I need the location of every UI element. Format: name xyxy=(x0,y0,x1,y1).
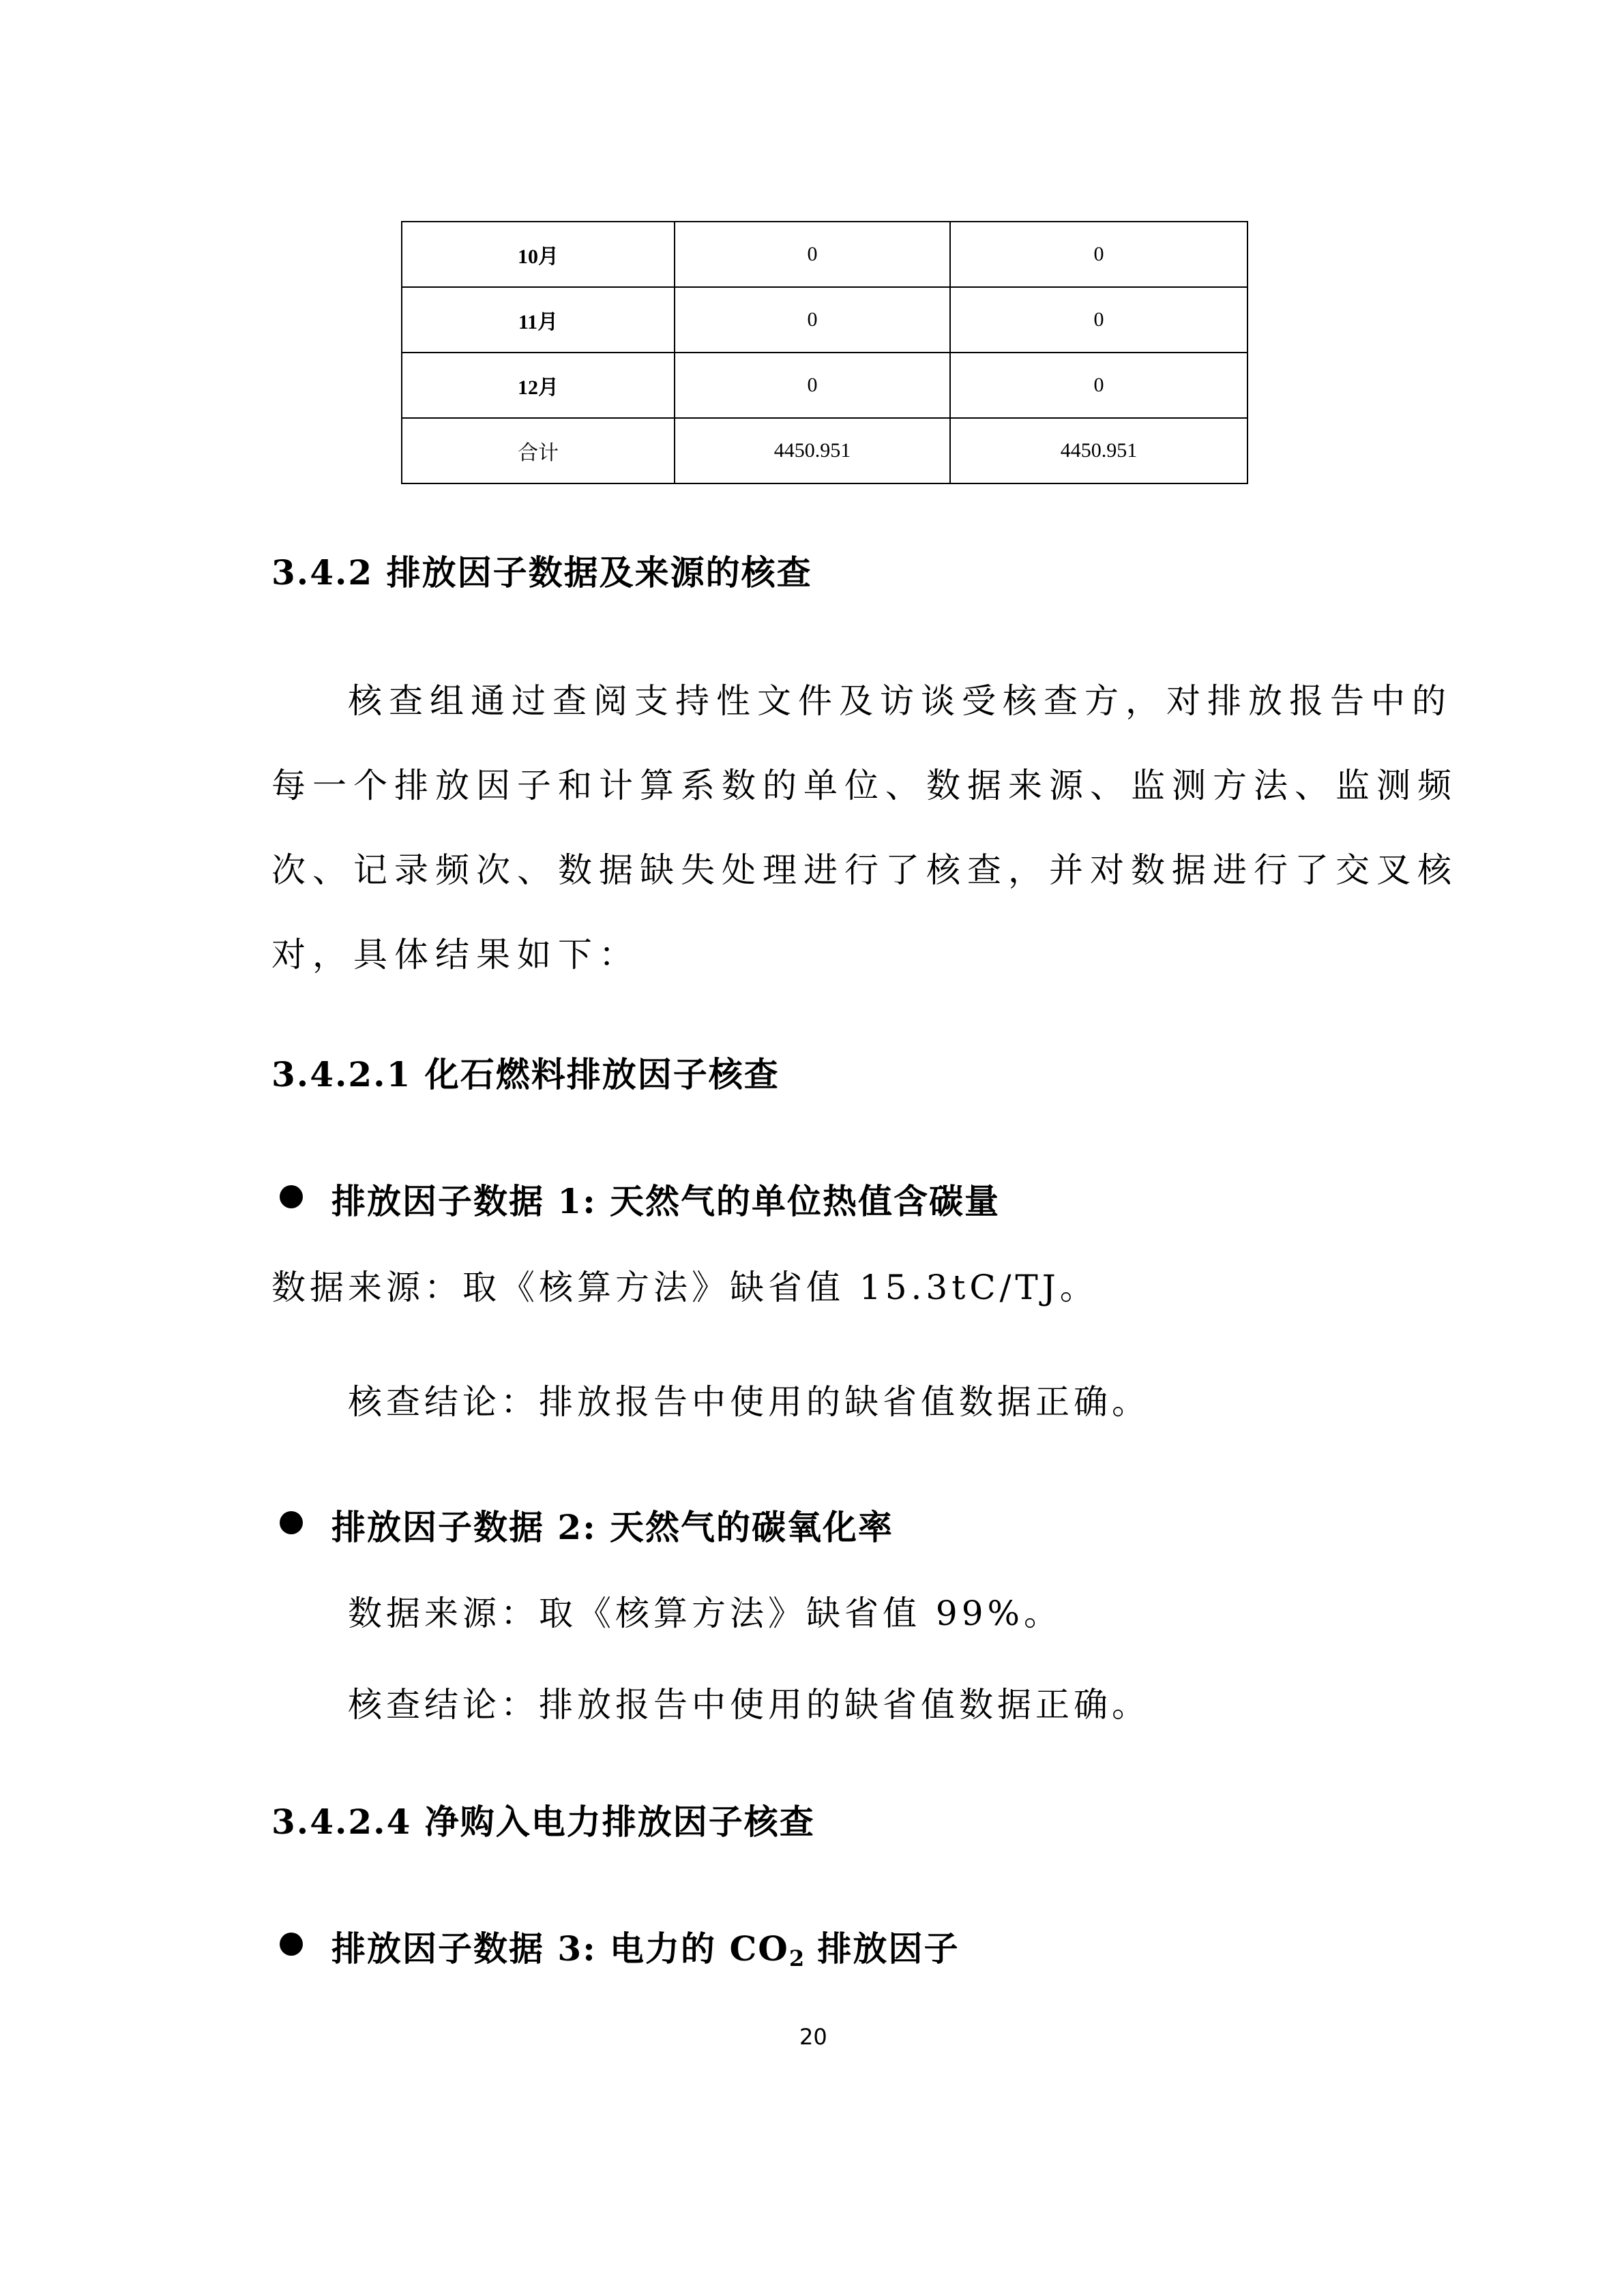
table-row xyxy=(402,353,1247,418)
table-cell: 0 xyxy=(675,222,950,287)
factor3-title-suffix: 排放因子 xyxy=(804,1928,960,1969)
table-row xyxy=(402,222,1247,287)
table-cell: 12月 xyxy=(402,353,675,418)
table-cell: 0 xyxy=(950,222,1247,287)
factor2-title: 排放因子数据 2: 天然气的碳氧化率 xyxy=(331,1507,894,1547)
factor2-conclusion: 核查结论：排放报告中使用的缺省值数据正确。 xyxy=(348,1685,1150,1725)
page-number: 20 xyxy=(799,2024,827,2050)
section-heading-342: 3.4.2 排放因子数据及来源的核查 xyxy=(271,552,812,593)
factor2-source: 数据来源：取《核算方法》缺省值 99%。 xyxy=(348,1594,1063,1633)
paragraph-line: 对，具体结果如下： xyxy=(271,935,640,974)
table-row xyxy=(402,287,1247,353)
monthly-data-table xyxy=(401,221,1248,484)
table-cell: 4450.951 xyxy=(950,418,1247,483)
paragraph-line: 每一个排放因子和计算系数的单位、数据来源、监测方法、监测频 xyxy=(271,766,1458,805)
factor3-title-subscript: 2 xyxy=(788,1945,805,1971)
table-cell: 0 xyxy=(950,353,1247,418)
table-row-total xyxy=(402,418,1247,483)
table-cell: 11月 xyxy=(402,287,675,353)
factor3-title xyxy=(331,1922,960,1971)
bullet-icon xyxy=(280,1511,303,1534)
table-cell: 合计 xyxy=(402,418,675,483)
table-cell: 10月 xyxy=(402,222,675,287)
bullet-icon xyxy=(280,1933,303,1956)
paragraph-line: 核查组通过查阅支持性文件及访谈受核查方，对排放报告中的 xyxy=(348,681,1453,721)
table-cell: 4450.951 xyxy=(675,418,950,483)
factor3-title-prefix: 排放因子数据 3: 电力的 CO xyxy=(331,1928,789,1969)
factor1-source: 数据来源：取《核算方法》缺省值 15.3tC/TJ。 xyxy=(271,1268,1098,1307)
section-heading-3424: 3.4.2.4 净购入电力排放因子核查 xyxy=(271,1802,815,1842)
section-heading-3421: 3.4.2.1 化石燃料排放因子核查 xyxy=(271,1054,780,1094)
bullet-icon xyxy=(280,1185,303,1208)
paragraph-line: 次、记录频次、数据缺失处理进行了核查，并对数据进行了交叉核 xyxy=(271,850,1458,890)
table-cell: 0 xyxy=(675,287,950,353)
factor1-title: 排放因子数据 1: 天然气的单位热值含碳量 xyxy=(331,1181,1001,1221)
table-cell: 0 xyxy=(675,353,950,418)
factor1-conclusion: 核查结论：排放报告中使用的缺省值数据正确。 xyxy=(348,1382,1150,1422)
table-cell: 0 xyxy=(950,287,1247,353)
